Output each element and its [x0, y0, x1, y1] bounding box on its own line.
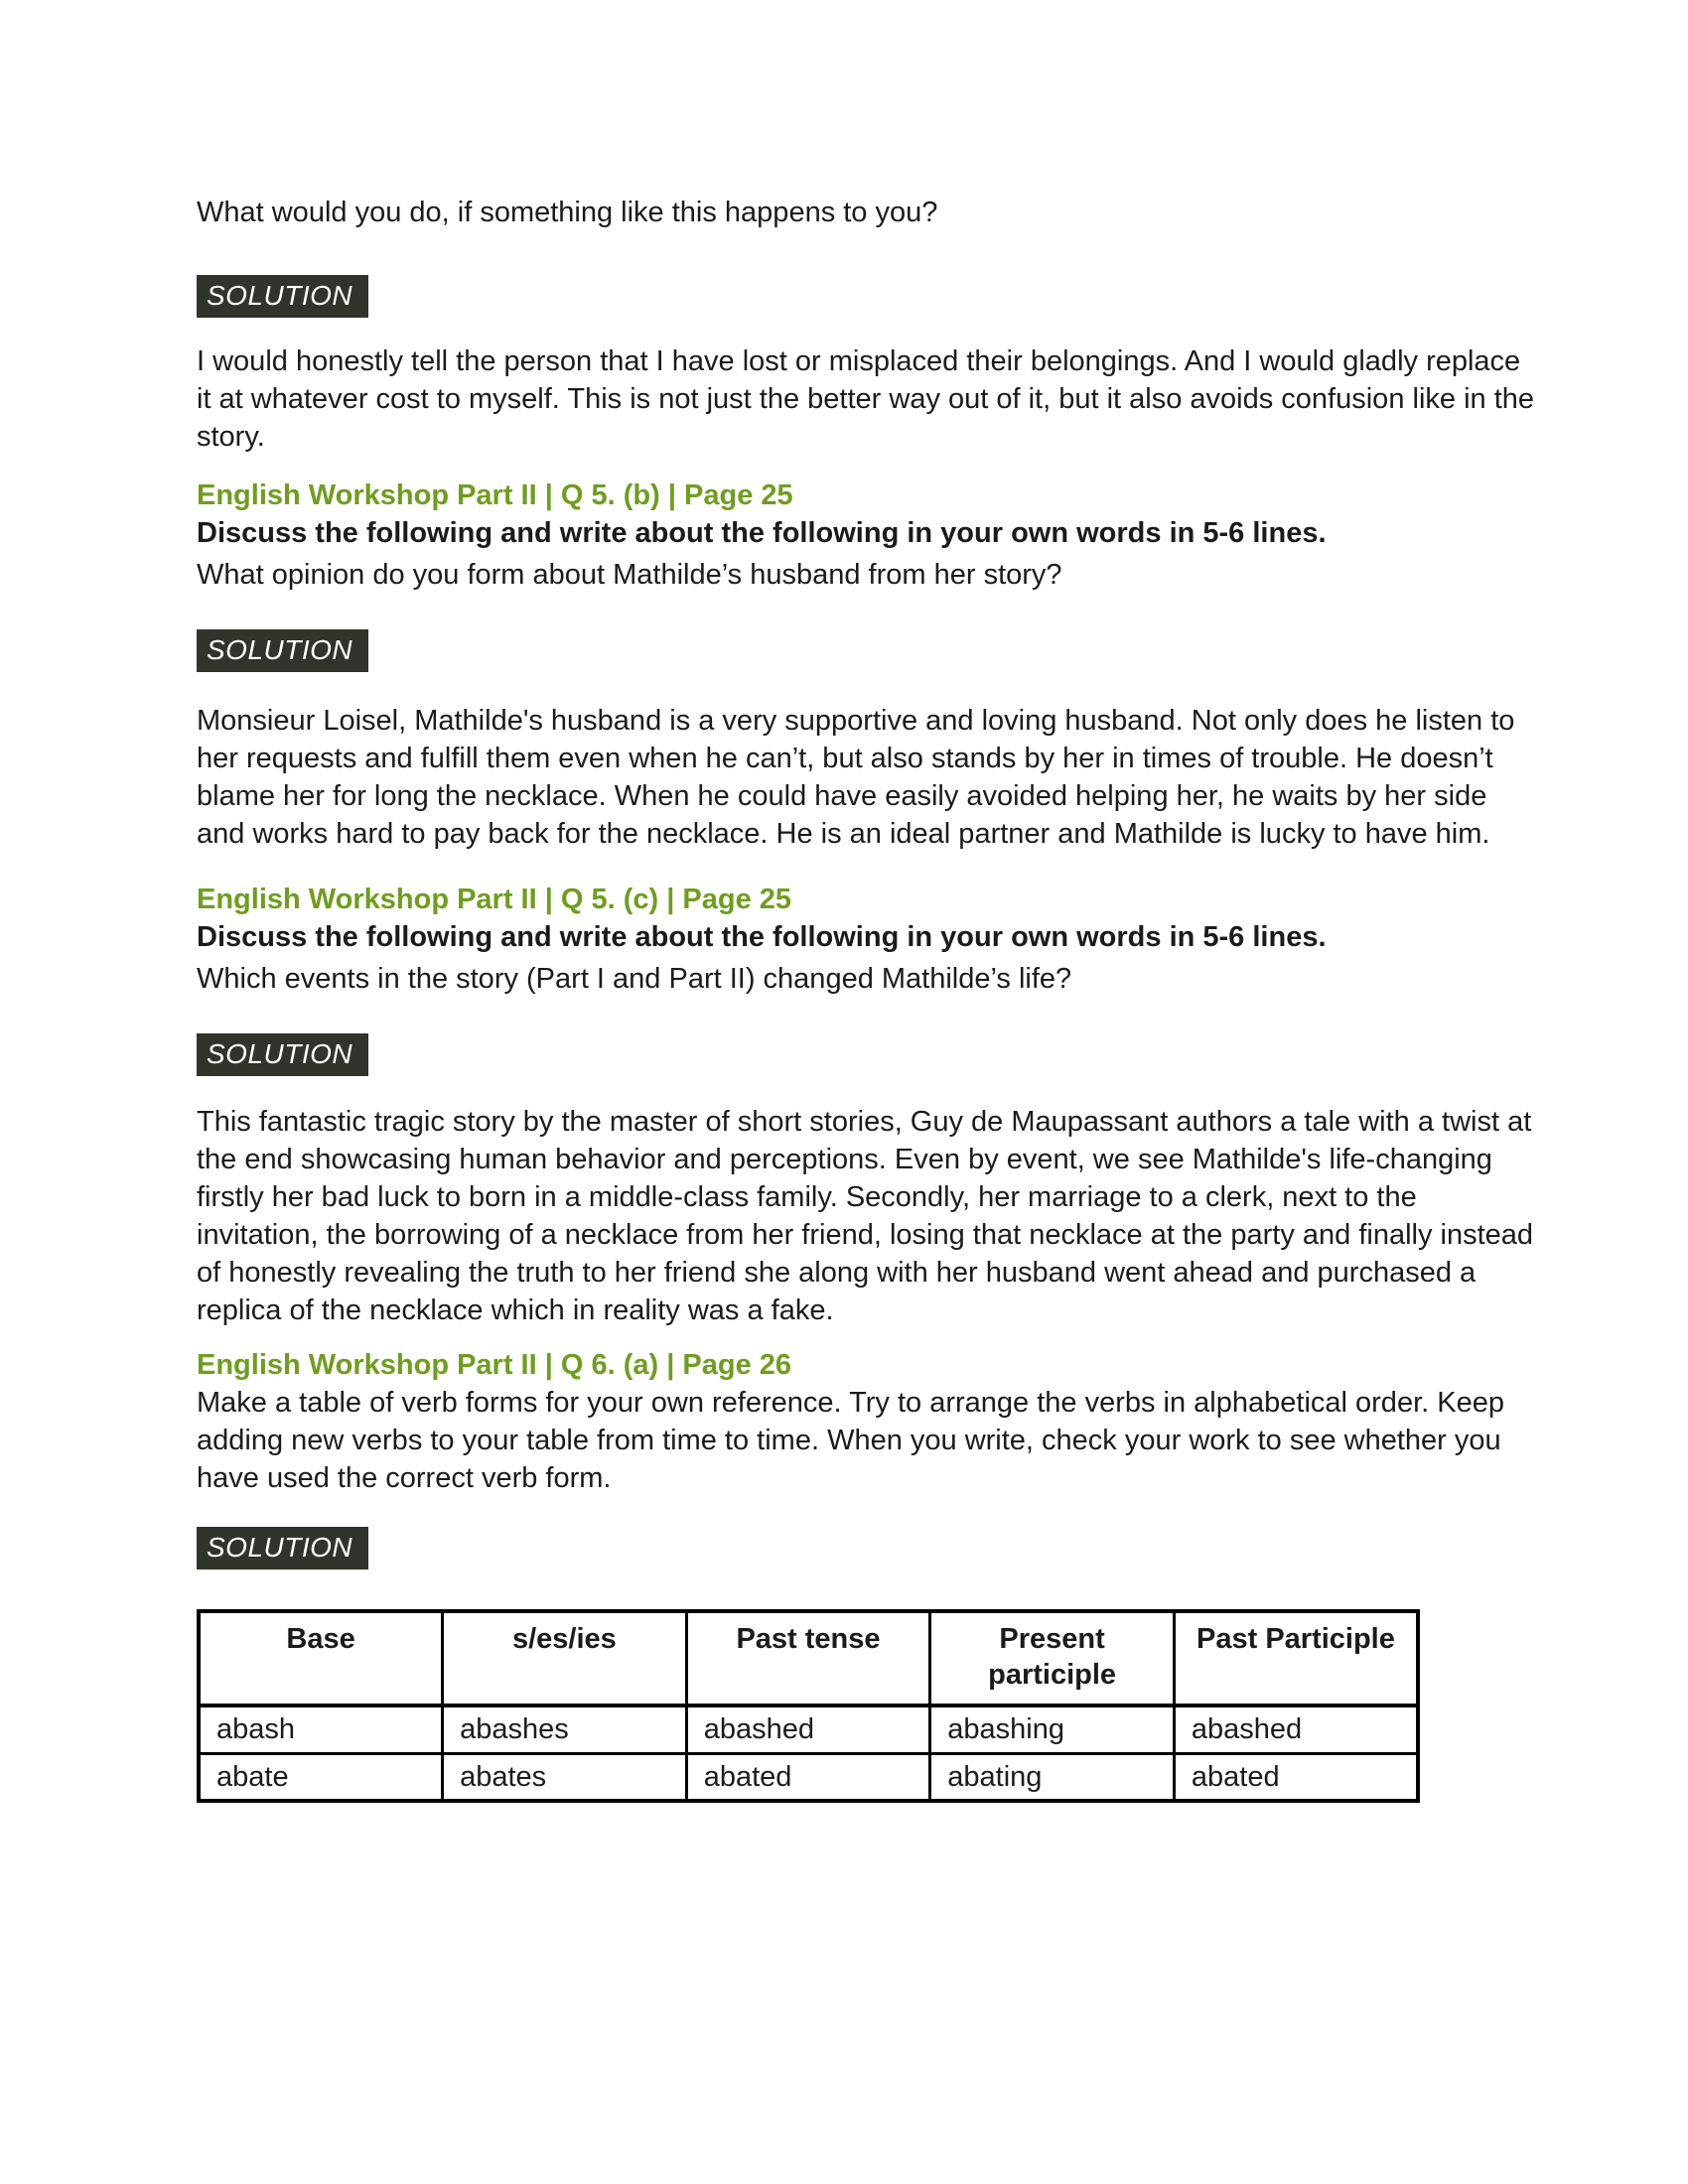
question-heading-q5c: English Workshop Part II | Q 5. (c) | Page 25: [197, 884, 792, 915]
question-text-q6a: Make a table of verb forms for your own reference. Try to arrange the verbs in alphabetical order. Keep adding new verbs to your table from time to time. When you write, check your work to see whether you have used the correct verb form.: [197, 1387, 1504, 1494]
solution-badge: SOLUTION: [197, 275, 368, 318]
table-cell: abated: [686, 1753, 930, 1801]
table-cell: abash: [199, 1706, 443, 1753]
table-row: [199, 1706, 1418, 1753]
table-cell: abates: [443, 1753, 687, 1801]
discuss-prompt-q5b: Discuss the following and write about the following in your own words in 5-6 lines.: [197, 517, 1327, 549]
table-cell: abated: [1174, 1753, 1418, 1801]
solution-answer-q5a: I would honestly tell the person that I have lost or misplaced their belongings. And I would gladly replace it at whatever cost to myself. This is not just the better way out of it, but it also avoids confusion like in the story.: [197, 345, 1535, 453]
table-row: [199, 1753, 1418, 1801]
solution-badge: SOLUTION: [197, 1527, 368, 1570]
solution-badge-row: [197, 1033, 1541, 1076]
question-heading-q6a: English Workshop Part II | Q 6. (a) | Page 26: [197, 1349, 792, 1381]
table-cell: abating: [930, 1753, 1175, 1801]
solution-badge: SOLUTION: [197, 1033, 368, 1076]
verb-table-header-base: Base: [199, 1611, 443, 1706]
discuss-prompt-q5c: Discuss the following and write about the following in your own words in 5-6 lines.: [197, 921, 1327, 953]
table-cell: abashed: [686, 1706, 930, 1753]
verb-forms-table: [197, 1609, 1420, 1803]
table-cell: abashing: [930, 1706, 1175, 1753]
solution-badge: SOLUTION: [197, 629, 368, 672]
table-cell: abate: [199, 1753, 443, 1801]
table-cell: abashes: [443, 1706, 687, 1753]
question-text-q5b: What opinion do you form about Mathilde’s husband from her story?: [197, 559, 1062, 591]
verb-table-header-row: [199, 1611, 1418, 1706]
intro-question: What would you do, if something like this happens to you?: [197, 197, 938, 228]
solution-answer-q5b: Monsieur Loisel, Mathilde's husband is a very supportive and loving husband. Not only does he listen to her requests and fulfill them even when he can’t, but also stands by her in times of trouble. He doesn’t blame her for long the necklace. When he could have easily avoided helping her, he waits by her side and works hard to pay back for the necklace. He is an ideal partner and Mathilde is lucky to have him.: [197, 705, 1515, 850]
question-heading-q5b: English Workshop Part II | Q 5. (b) | Page 25: [197, 479, 793, 511]
solution-badge-row: [197, 1527, 1541, 1570]
table-cell: abashed: [1174, 1706, 1418, 1753]
question-text-q5c: Which events in the story (Part I and Part II) changed Mathilde’s life?: [197, 963, 1072, 995]
verb-table-header-past-tense: Past tense: [686, 1611, 930, 1706]
verb-table-header-present-participle: Present participle: [930, 1611, 1175, 1706]
verb-table-header-s-es-ies: s/es/ies: [443, 1611, 687, 1706]
solution-answer-q5c: This fantastic tragic story by the master of short stories, Guy de Maupassant authors a tale with a twist at the end showcasing human behavior and perceptions. Even by event, we see Mathilde's life-changing firstly her bad luck to born in a middle-class family. Secondly, her marriage to a clerk, next to the invitation, the borrowing of a necklace from her friend, losing that necklace at the party and finally instead of honestly revealing the truth to her friend she along with her husband went ahead and purchased a replica of the necklace which in reality was a fake.: [197, 1106, 1534, 1326]
solution-badge-row: [197, 629, 1541, 672]
solution-badge-row: [197, 275, 1541, 318]
verb-table-header-past-participle: Past Participle: [1174, 1611, 1418, 1706]
